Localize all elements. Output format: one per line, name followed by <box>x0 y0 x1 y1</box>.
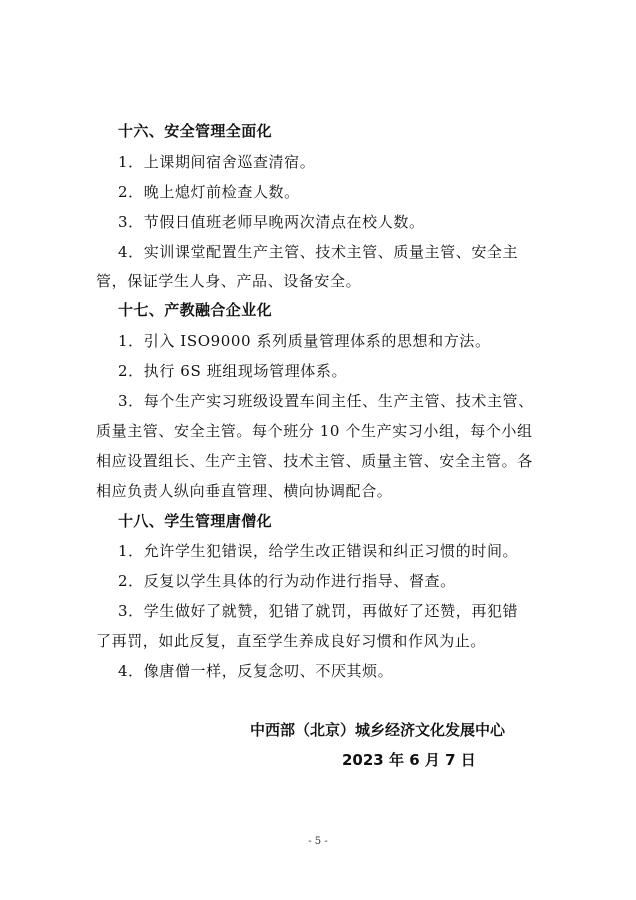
section-16-item-3: 3．节假日值班老师早晚两次清点在校人数。 <box>118 213 425 231</box>
section-16-item-4-line-2: 管，保证学生人身、产品、设备安全。 <box>96 272 362 290</box>
section-17-item-3-line-3: 相应设置组长、生产主管、技术主管、质量主管、安全主管。各 <box>96 452 533 470</box>
page-number: - 5 - <box>308 836 328 847</box>
section-heading-16: 十六、安全管理全面化 <box>118 122 273 140</box>
signature-date: 2023 年 6 月 7 日 <box>342 751 476 769</box>
section-18-item-2: 2．反复以学生具体的行为动作进行指导、督查。 <box>118 572 456 590</box>
section-18-item-1: 1．允许学生犯错误，给学生改正错误和纠正习惯的时间。 <box>118 542 519 560</box>
section-16-item-4-line-1: 4．实训课堂配置生产主管、技术主管、质量主管、安全主 <box>118 243 519 261</box>
signature-organization: 中西部（北京）城乡经济文化发展中心 <box>250 721 506 739</box>
section-18-item-3-line-2: 了再罚，如此反复，直至学生养成良好习惯和作风为止。 <box>96 632 487 650</box>
section-17-item-1: 1．引入 ISO9000 系列质量管理体系的思想和方法。 <box>118 332 491 350</box>
section-17-item-2: 2．执行 6S 班组现场管理体系。 <box>118 362 348 380</box>
section-heading-18: 十八、学生管理唐僧化 <box>118 512 273 530</box>
section-18-item-3-line-1: 3．学生做好了就赞，犯错了就罚，再做好了还赞，再犯错 <box>118 602 519 620</box>
section-16-item-2: 2．晚上熄灯前检查人数。 <box>118 183 300 201</box>
section-17-item-3-line-4: 相应负责人纵向垂直管理、横向协调配合。 <box>96 482 393 500</box>
section-17-item-3-line-1: 3．每个生产实习班级设置车间主任、生产主管、技术主管、 <box>118 392 534 410</box>
section-16-item-1: 1．上课期间宿舍巡查清宿。 <box>118 153 316 171</box>
section-18-item-4: 4．像唐僧一样，反复念叨、不厌其烦。 <box>118 662 394 680</box>
section-heading-17: 十七、产教融合企业化 <box>118 301 273 319</box>
section-17-item-3-line-2: 质量主管、安全主管。每个班分 10 个生产实习小组，每个小组 <box>96 422 533 440</box>
